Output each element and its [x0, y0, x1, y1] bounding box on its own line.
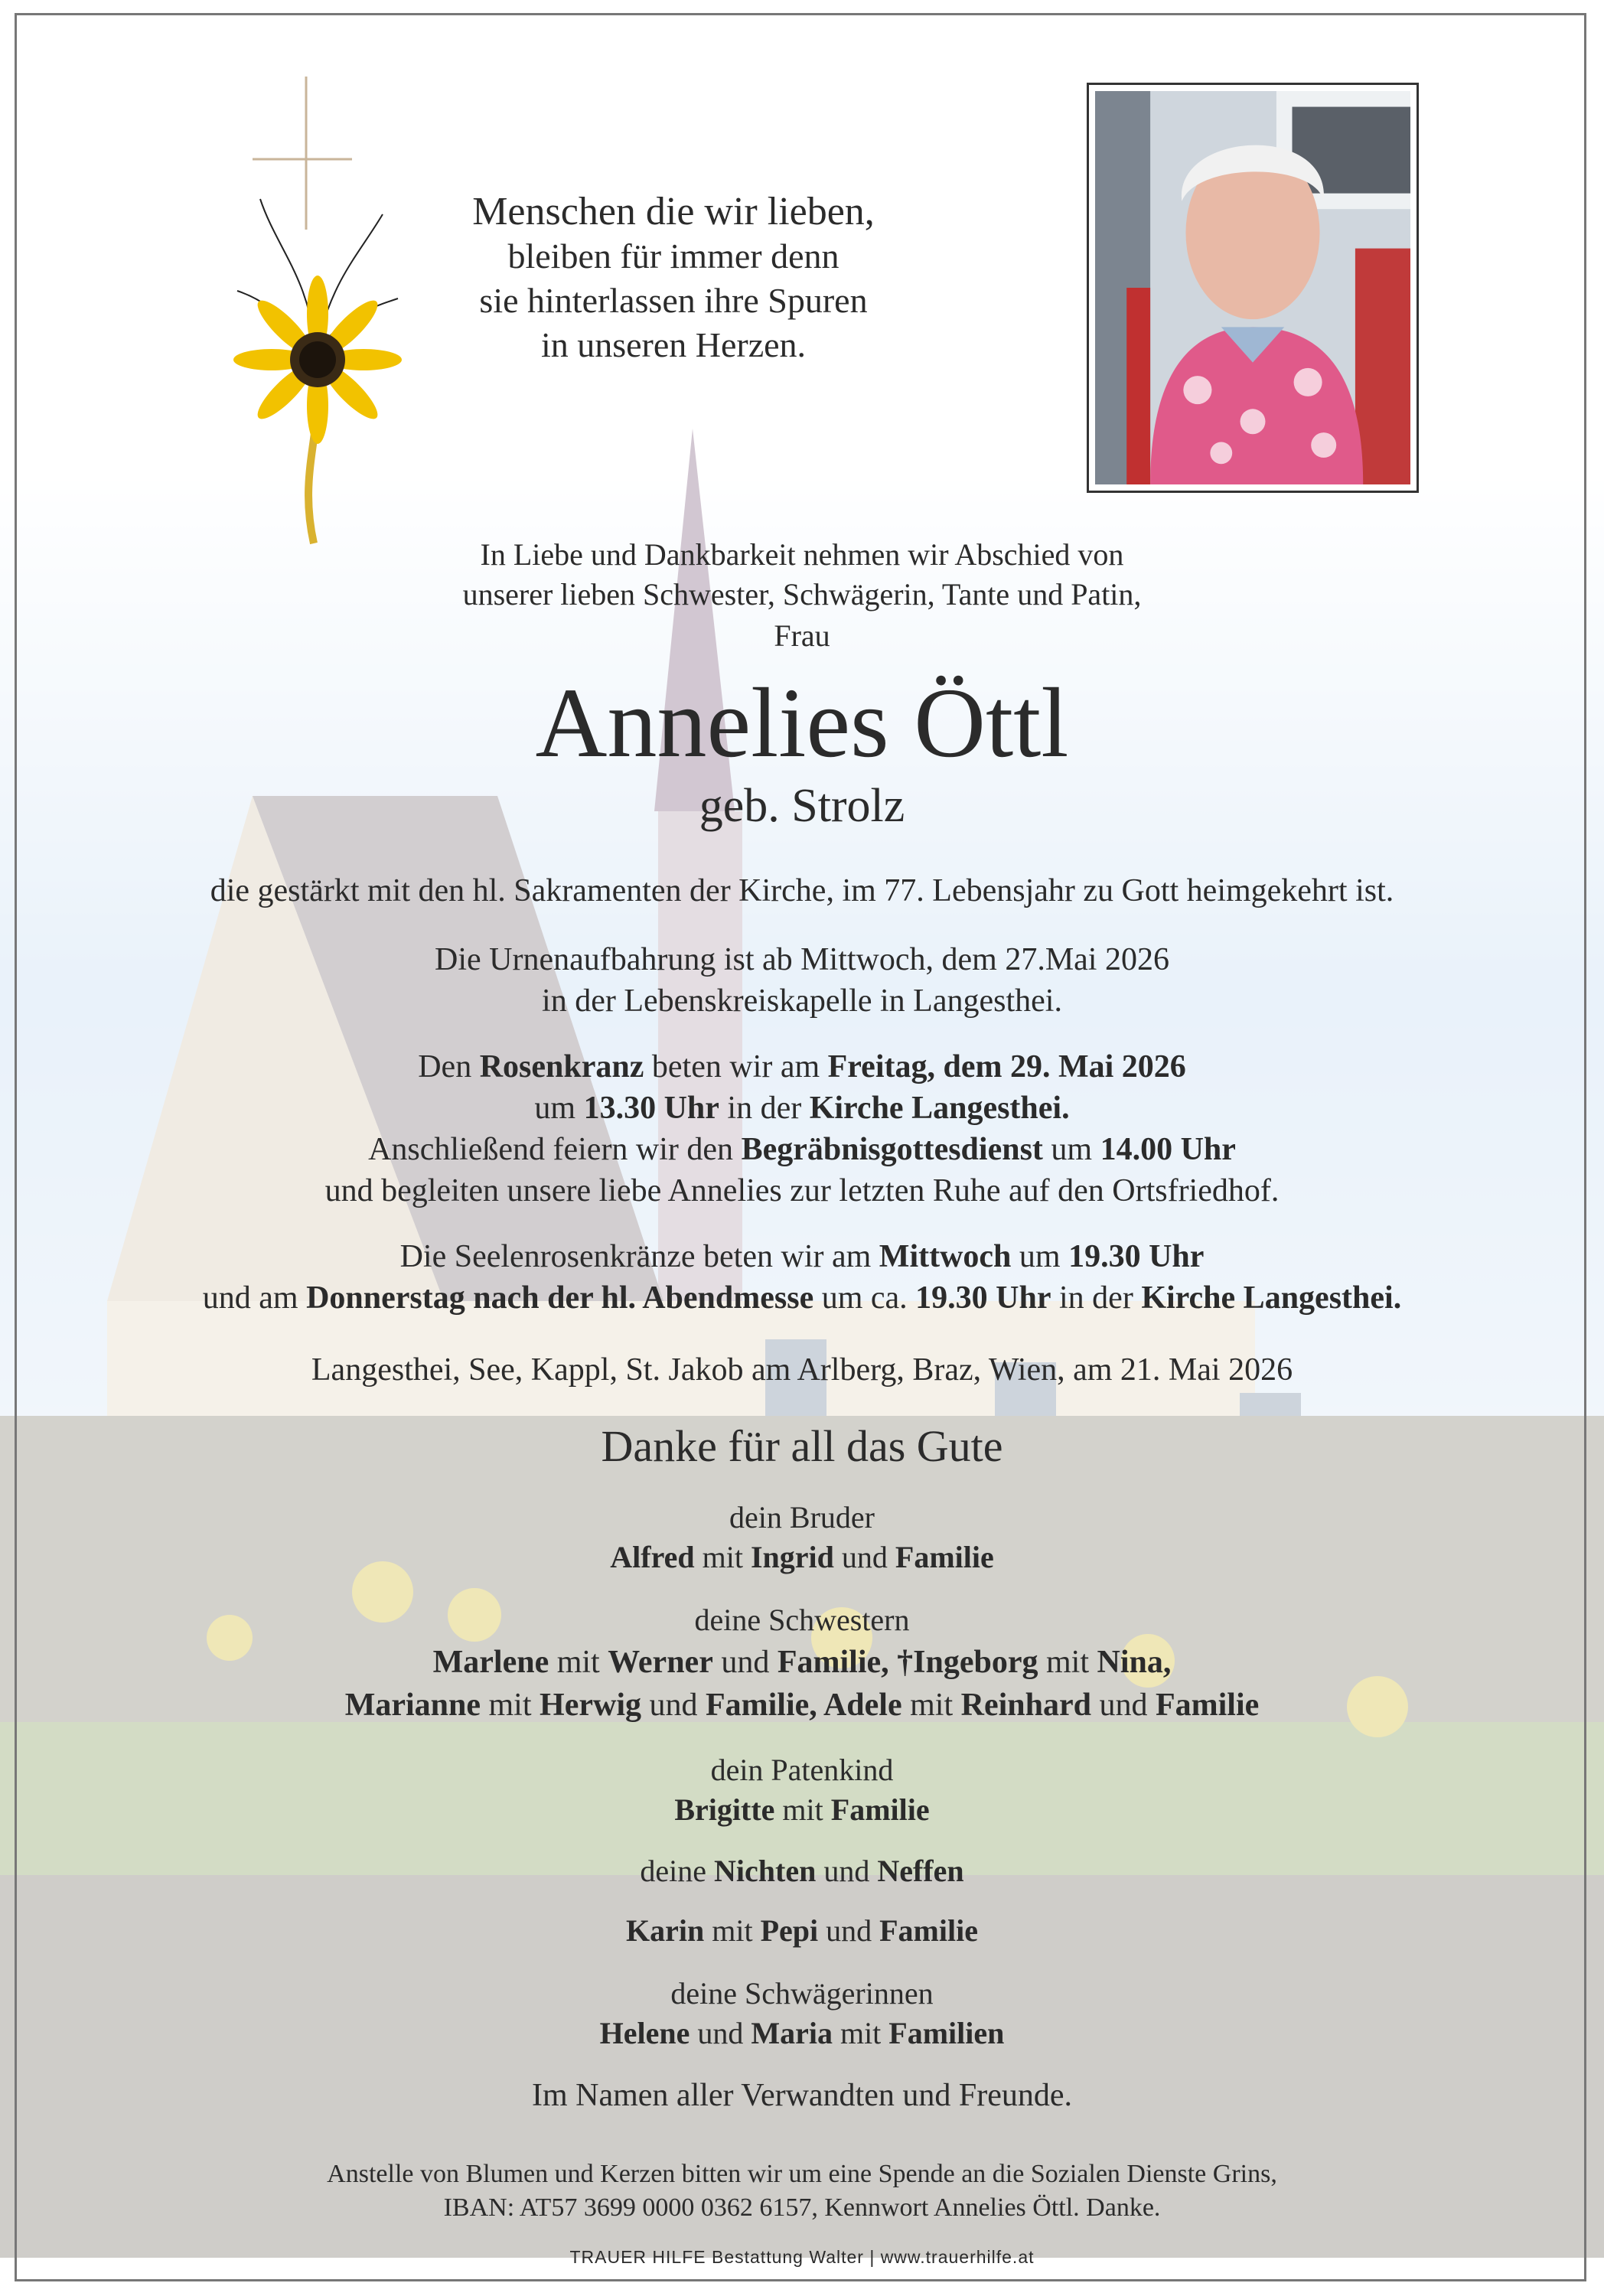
text-bold: Donnerstag nach der hl. Abendmesse — [306, 1280, 814, 1316]
name: Familie — [879, 1913, 978, 1948]
patenkind-label: dein Patenkind — [710, 1753, 894, 1787]
text: mit — [704, 1913, 761, 1948]
thanks-heading: Danke für all das Gute — [601, 1421, 1003, 1471]
urn-line: in der Lebenskreiskapelle in Langesthei. — [542, 983, 1062, 1019]
name: Familie — [895, 1540, 994, 1574]
sunflower-icon — [230, 184, 406, 551]
text-bold: 19.30 Uhr — [915, 1280, 1051, 1316]
text: und — [816, 1854, 878, 1888]
text-bold: Freitag, dem 29. Mai 2026 — [827, 1049, 1186, 1084]
name: Marlene — [432, 1645, 549, 1680]
text-bold: 13.30 Uhr — [583, 1091, 719, 1126]
text: und — [712, 1645, 778, 1680]
text: Den — [418, 1049, 480, 1084]
urn-line: Die Urnenaufbahrung ist ab Mittwoch, dem 27.Mai 2026 — [435, 942, 1169, 977]
name: Werner — [608, 1645, 713, 1680]
seelen-line-2 — [0, 1278, 1604, 1318]
text: um — [1011, 1239, 1069, 1274]
quote-line: sie hinterlassen ihre Spuren — [479, 281, 868, 320]
text: um ca. — [813, 1280, 916, 1316]
text-bold: 19.30 Uhr — [1068, 1239, 1205, 1274]
rosary-line-1 — [0, 1047, 1604, 1087]
text: um — [534, 1091, 584, 1126]
quote-line: in unseren Herzen. — [540, 325, 807, 364]
patenkind-names — [0, 1791, 1604, 1829]
rosary-line-4: und begleiten unsere liebe Annelies zur letzten Ruhe auf den Ortsfriedhof. — [324, 1173, 1280, 1208]
text: beten wir am — [644, 1049, 828, 1084]
name: Nina, — [1097, 1645, 1172, 1680]
text: und am — [202, 1280, 307, 1316]
name: Herwig — [540, 1688, 641, 1723]
text: mit — [832, 2016, 889, 2050]
intro-line: unserer lieben Schwester, Schwägerin, Tante und Patin, — [462, 577, 1142, 612]
text: um — [1042, 1132, 1100, 1167]
text-bold: Mittwoch — [879, 1239, 1012, 1274]
name: Helene — [599, 2016, 690, 2050]
text-bold: Rosenkranz — [479, 1049, 644, 1084]
text: und — [818, 1913, 880, 1948]
rosary-line-2 — [0, 1088, 1604, 1128]
footer-credit: TRAUER HILFE Bestattung Walter | www.trauerhilfe.at — [569, 2247, 1035, 2267]
name: Neffen — [877, 1854, 964, 1888]
name: Familie, Adele — [705, 1688, 902, 1723]
schwaegerinnen-label: deine Schwägerinnen — [670, 1976, 934, 2011]
donation-line: IBAN: AT57 3699 0000 0362 6157, Kennwort Annelies Öttl. Danke. — [443, 2193, 1161, 2222]
quote-line: Menschen die wir lieben, — [472, 190, 875, 233]
name: Ingrid — [750, 1540, 834, 1574]
text: in der — [719, 1091, 810, 1126]
text-bold: Kirche Langesthei. — [809, 1091, 1070, 1126]
text: Anschließend feiern wir den — [368, 1132, 742, 1167]
schwestern-line-1 — [0, 1642, 1604, 1682]
name: Brigitte — [674, 1792, 775, 1827]
schwaegerinnen-names — [0, 2014, 1604, 2053]
name: Familie — [830, 1792, 930, 1827]
name: Marianne — [344, 1688, 481, 1723]
text: mit — [694, 1540, 751, 1574]
text: mit — [774, 1792, 831, 1827]
bruder-names — [0, 1538, 1604, 1577]
memorial-quote — [429, 190, 918, 367]
name: Pepi — [760, 1913, 819, 1948]
name: Alfred — [610, 1540, 695, 1574]
schwestern-line-2 — [0, 1685, 1604, 1725]
nichten-label — [0, 1852, 1604, 1890]
place-date: Langesthei, See, Kappl, St. Jakob am Arlberg, Braz, Wien, am 21. Mai 2026 — [311, 1352, 1293, 1388]
quote-line: bleiben für immer denn — [507, 236, 839, 276]
text: und — [1091, 1688, 1156, 1723]
rosary-line-3 — [0, 1130, 1604, 1169]
name: Karin — [626, 1913, 705, 1948]
text-bold: 14.00 Uhr — [1100, 1132, 1236, 1167]
name: Nichten — [714, 1854, 817, 1888]
text-bold: Begräbnisgottesdienst — [741, 1132, 1043, 1167]
seelen-line-1 — [0, 1237, 1604, 1277]
birth-name: geb. Strolz — [699, 780, 905, 832]
intro-line: In Liebe und Dankbarkeit nehmen wir Abschied von — [480, 537, 1124, 572]
text: und — [690, 2016, 751, 2050]
intro-line: Frau — [774, 618, 830, 653]
closing-line: Im Namen aller Verwandten und Freunde. — [531, 2078, 1072, 2113]
text: und — [833, 1540, 895, 1574]
name: Maria — [751, 2016, 833, 2050]
death-line: die gestärkt mit den hl. Sakramenten der Kirche, im 77. Lebensjahr zu Gott heimgekehrt ist. — [210, 873, 1394, 908]
text: in der — [1051, 1280, 1142, 1316]
text: mit — [1038, 1645, 1097, 1680]
deceased-name: Annelies Öttl — [535, 668, 1069, 778]
name: Familie, †Ingeborg — [777, 1645, 1038, 1680]
text: mit — [901, 1688, 961, 1723]
donation-line: Anstelle von Blumen und Kerzen bitten wir um eine Spende an die Sozialen Dienste Grins, — [327, 2160, 1277, 2188]
bruder-label: dein Bruder — [729, 1500, 875, 1534]
text: mit — [549, 1645, 608, 1680]
name: Familien — [888, 2016, 1005, 2050]
name: Reinhard — [960, 1688, 1091, 1723]
text: mit — [481, 1688, 540, 1723]
text-bold: Kirche Langesthei. — [1141, 1280, 1402, 1316]
text: Die Seelenrosenkränze beten wir am — [399, 1239, 879, 1274]
text: und — [641, 1688, 706, 1723]
name: Familie — [1155, 1688, 1260, 1723]
nichten-names — [0, 1912, 1604, 1950]
text: deine — [640, 1854, 714, 1888]
schwestern-label: deine Schwestern — [694, 1603, 910, 1637]
portrait-photo — [1087, 83, 1419, 493]
